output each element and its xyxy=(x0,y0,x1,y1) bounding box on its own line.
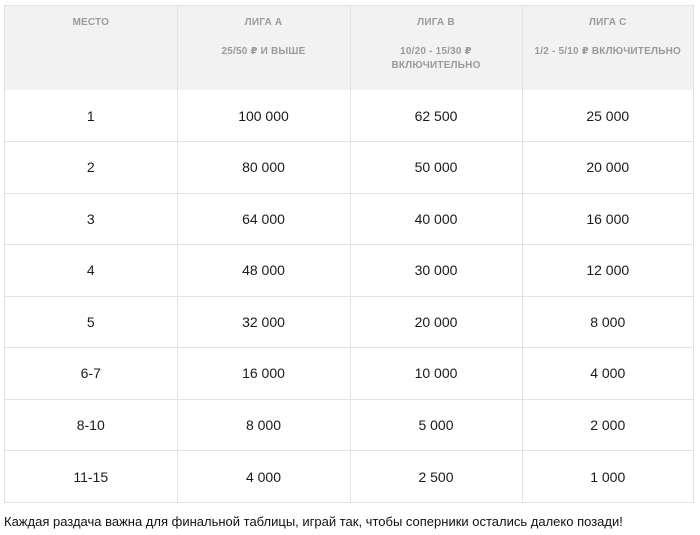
cell-place: 4 xyxy=(5,245,177,297)
header-league-c xyxy=(522,6,693,90)
table-row xyxy=(5,90,693,142)
cell-league-b: 5 000 xyxy=(350,399,522,451)
cell-place: 3 xyxy=(5,193,177,245)
cell-place: 11-15 xyxy=(5,451,177,503)
cell-place: 8-10 xyxy=(5,399,177,451)
header-league-b xyxy=(350,6,522,90)
cell-league-b: 10 000 xyxy=(350,348,522,400)
cell-league-a: 32 000 xyxy=(177,296,350,348)
header-league-a-stakes: 25/50 ₽ И ВЫШЕ xyxy=(221,46,306,57)
cell-league-a: 80 000 xyxy=(177,142,350,194)
cell-place: 5 xyxy=(5,296,177,348)
cell-league-c: 20 000 xyxy=(522,142,693,194)
table-header xyxy=(5,6,693,90)
table-row xyxy=(5,296,693,348)
prize-table xyxy=(5,6,693,502)
header-league-b-stakes: 10/20 - 15/30 ₽ ВКЛЮЧИТЕЛЬНО xyxy=(391,46,481,71)
table-row xyxy=(5,348,693,400)
table-body xyxy=(5,90,693,502)
table-row xyxy=(5,142,693,194)
cell-league-a: 100 000 xyxy=(177,90,350,142)
footer-note: Каждая раздача важна для финальной таблицы, играй так, чтобы соперники остались далеко позади! xyxy=(4,514,623,529)
cell-place: 6-7 xyxy=(5,348,177,400)
cell-league-b: 20 000 xyxy=(350,296,522,348)
cell-league-b: 40 000 xyxy=(350,193,522,245)
cell-league-c: 25 000 xyxy=(522,90,693,142)
cell-league-c: 2 000 xyxy=(522,399,693,451)
table-row xyxy=(5,245,693,297)
header-row xyxy=(5,6,693,90)
prize-table-container xyxy=(4,5,694,503)
cell-league-a: 4 000 xyxy=(177,451,350,503)
cell-league-c: 8 000 xyxy=(522,296,693,348)
cell-league-a: 64 000 xyxy=(177,193,350,245)
table-row xyxy=(5,399,693,451)
cell-league-c: 16 000 xyxy=(522,193,693,245)
header-place-title: МЕСТО xyxy=(72,17,110,28)
cell-league-c: 4 000 xyxy=(522,348,693,400)
table-row xyxy=(5,193,693,245)
table-row xyxy=(5,451,693,503)
cell-league-a: 16 000 xyxy=(177,348,350,400)
cell-league-b: 30 000 xyxy=(350,245,522,297)
header-league-a xyxy=(177,6,350,90)
cell-league-c: 1 000 xyxy=(522,451,693,503)
cell-league-c: 12 000 xyxy=(522,245,693,297)
cell-place: 2 xyxy=(5,142,177,194)
cell-league-b: 62 500 xyxy=(350,90,522,142)
header-league-b-title: ЛИГА В xyxy=(417,17,455,28)
cell-place: 1 xyxy=(86,107,95,124)
cell-league-b: 2 500 xyxy=(350,451,522,503)
header-league-c-title: ЛИГА С xyxy=(588,17,627,28)
header-league-c-stakes: 1/2 - 5/10 ₽ ВКЛЮЧИТЕЛЬНО xyxy=(534,46,681,57)
cell-league-b: 50 000 xyxy=(350,142,522,194)
header-place xyxy=(5,6,177,90)
cell-league-a: 48 000 xyxy=(177,245,350,297)
header-league-a-title: ЛИГА А xyxy=(244,17,283,28)
cell-league-a: 8 000 xyxy=(177,399,350,451)
